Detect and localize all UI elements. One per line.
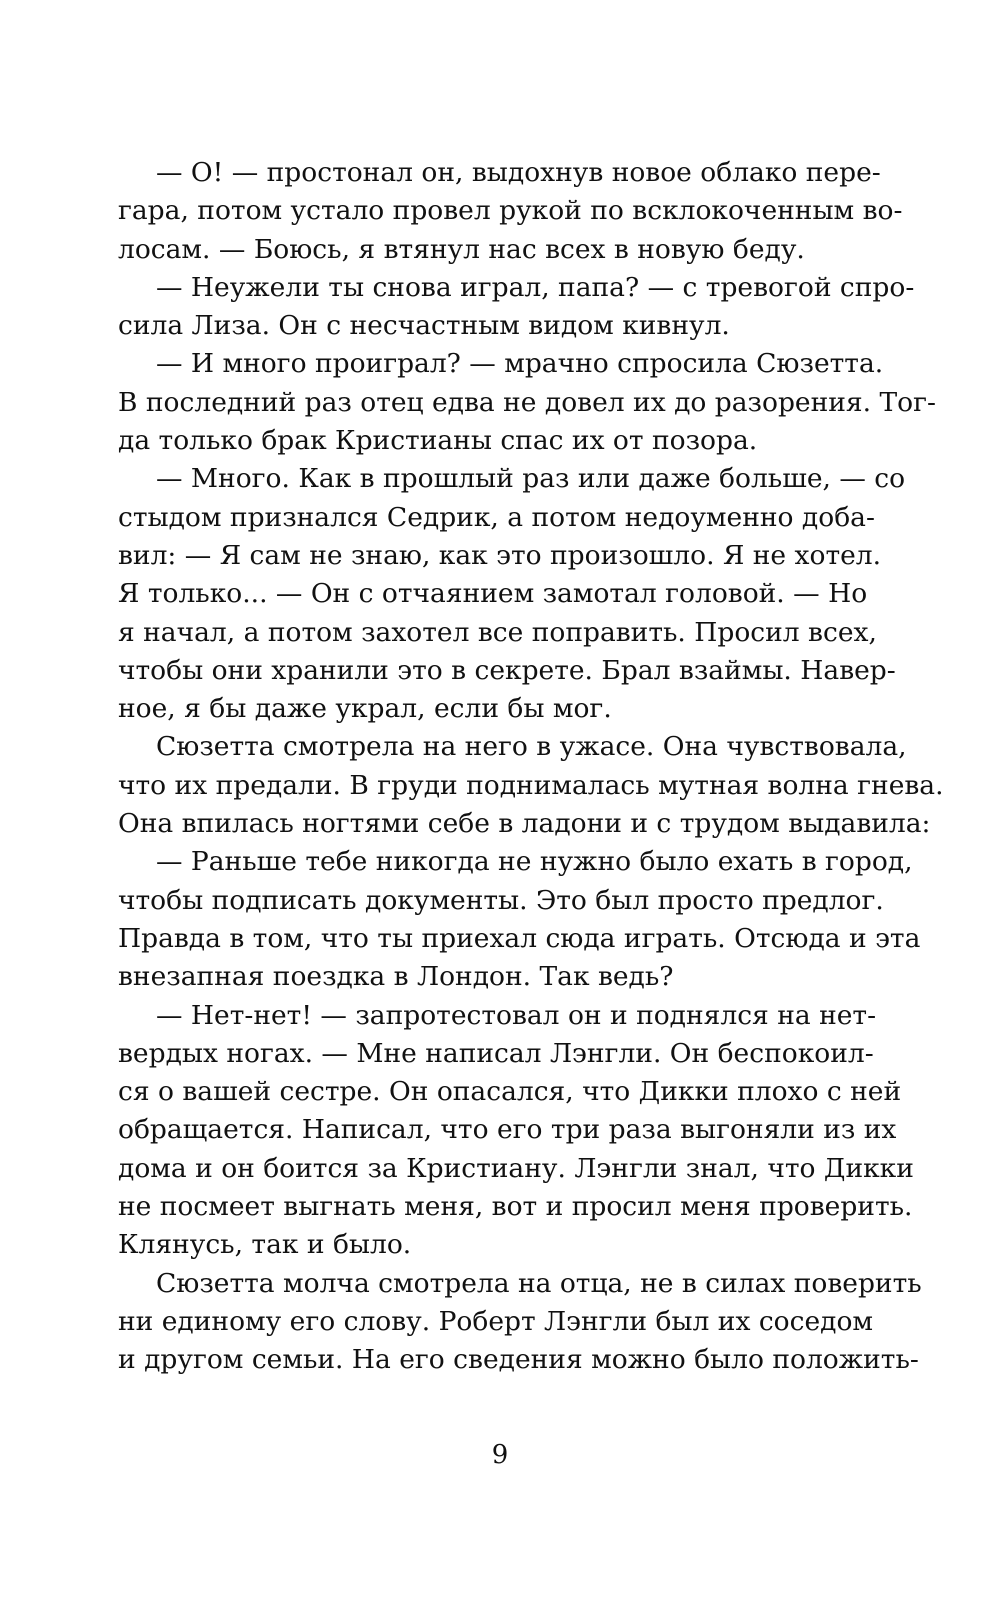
text-line: — О! — простонал он, выдохнув новое облако пере- bbox=[156, 157, 881, 188]
text-line: Я только... — Он с отчаянием замотал головой. — Но bbox=[118, 578, 868, 610]
text-line: — И много проиграл? — мрачно спросила Сюзетта. bbox=[156, 348, 884, 380]
text-line: чтобы подписать документы. Это был просто предлог. bbox=[118, 884, 884, 916]
text-line: внезапная поездка в Лондон. Так ведь? bbox=[118, 961, 674, 993]
text-line: лосам. — Боюсь, я втянул нас всех в новую беду. bbox=[118, 233, 805, 265]
text-line: — Неужели ты снова играл, папа? — с тревогой спро- bbox=[156, 271, 915, 303]
text-line: обращается. Написал, что его три раза выгоняли из их bbox=[118, 1114, 897, 1146]
text-line: чтобы они хранили это в секрете. Брал взаймы. Навер- bbox=[118, 654, 896, 686]
text-line: Клянусь, так и было. bbox=[118, 1229, 412, 1261]
text-line: ни единому его слову. Роберт Лэнгли был их соседом bbox=[118, 1305, 874, 1337]
text-line: — Нет-нет! — запротестовал он и поднялся на нет- bbox=[156, 999, 877, 1031]
text-line: ное, я бы даже украл, если бы мог. bbox=[118, 693, 612, 725]
text-line: ся о вашей сестре. Он опасался, что Дикки плохо с ней bbox=[118, 1076, 902, 1108]
text-line: вердых ногах. — Мне написал Лэнгли. Он беспокоил- bbox=[118, 1037, 874, 1069]
text-line: что их предали. В груди поднималась мутная волна гнева. bbox=[118, 769, 944, 801]
page-number: 9 bbox=[491, 1440, 509, 1470]
text-line: — Много. Как в прошлый раз или даже больше, — со bbox=[156, 463, 906, 495]
text-line: стыдом признался Седрик, а потом недоуменно доба- bbox=[118, 501, 875, 533]
text-line: Правда в том, что ты приехал сюда играть. Отсюда и эта bbox=[118, 922, 921, 954]
text-line: Она впилась ногтями себе в ладони и с трудом выдавила: bbox=[118, 808, 931, 840]
text-line: Сюзетта смотрела на него в ужасе. Она чувствовала, bbox=[156, 731, 907, 763]
text-line: гара, потом устало провел рукой по всклокоченным во- bbox=[118, 195, 903, 227]
text-line: Сюзетта молча смотрела на отца, не в силах поверить bbox=[156, 1267, 922, 1299]
text-line: — Раньше тебе никогда не нужно было ехать в город, bbox=[156, 846, 913, 878]
text-line: я начал, а потом захотел все поправить. Просил всех, bbox=[118, 616, 877, 648]
text-line: дома и он боится за Кристиану. Лэнгли знал, что Дикки bbox=[118, 1152, 914, 1184]
body-text bbox=[118, 154, 944, 1380]
text-line: да только брак Кристианы спас их от позора. bbox=[118, 425, 758, 457]
text-line: и другом семьи. На его сведения можно было положить- bbox=[118, 1344, 919, 1376]
text-line: не посмеет выгнать меня, вот и просил меня проверить. bbox=[118, 1191, 913, 1223]
text-line: В последний раз отец едва не довел их до разорения. Тог- bbox=[118, 386, 936, 418]
text-line: вил: — Я сам не знаю, как это произошло. Я не хотел. bbox=[118, 539, 882, 571]
text-line: сила Лиза. Он с несчастным видом кивнул. bbox=[118, 310, 730, 342]
